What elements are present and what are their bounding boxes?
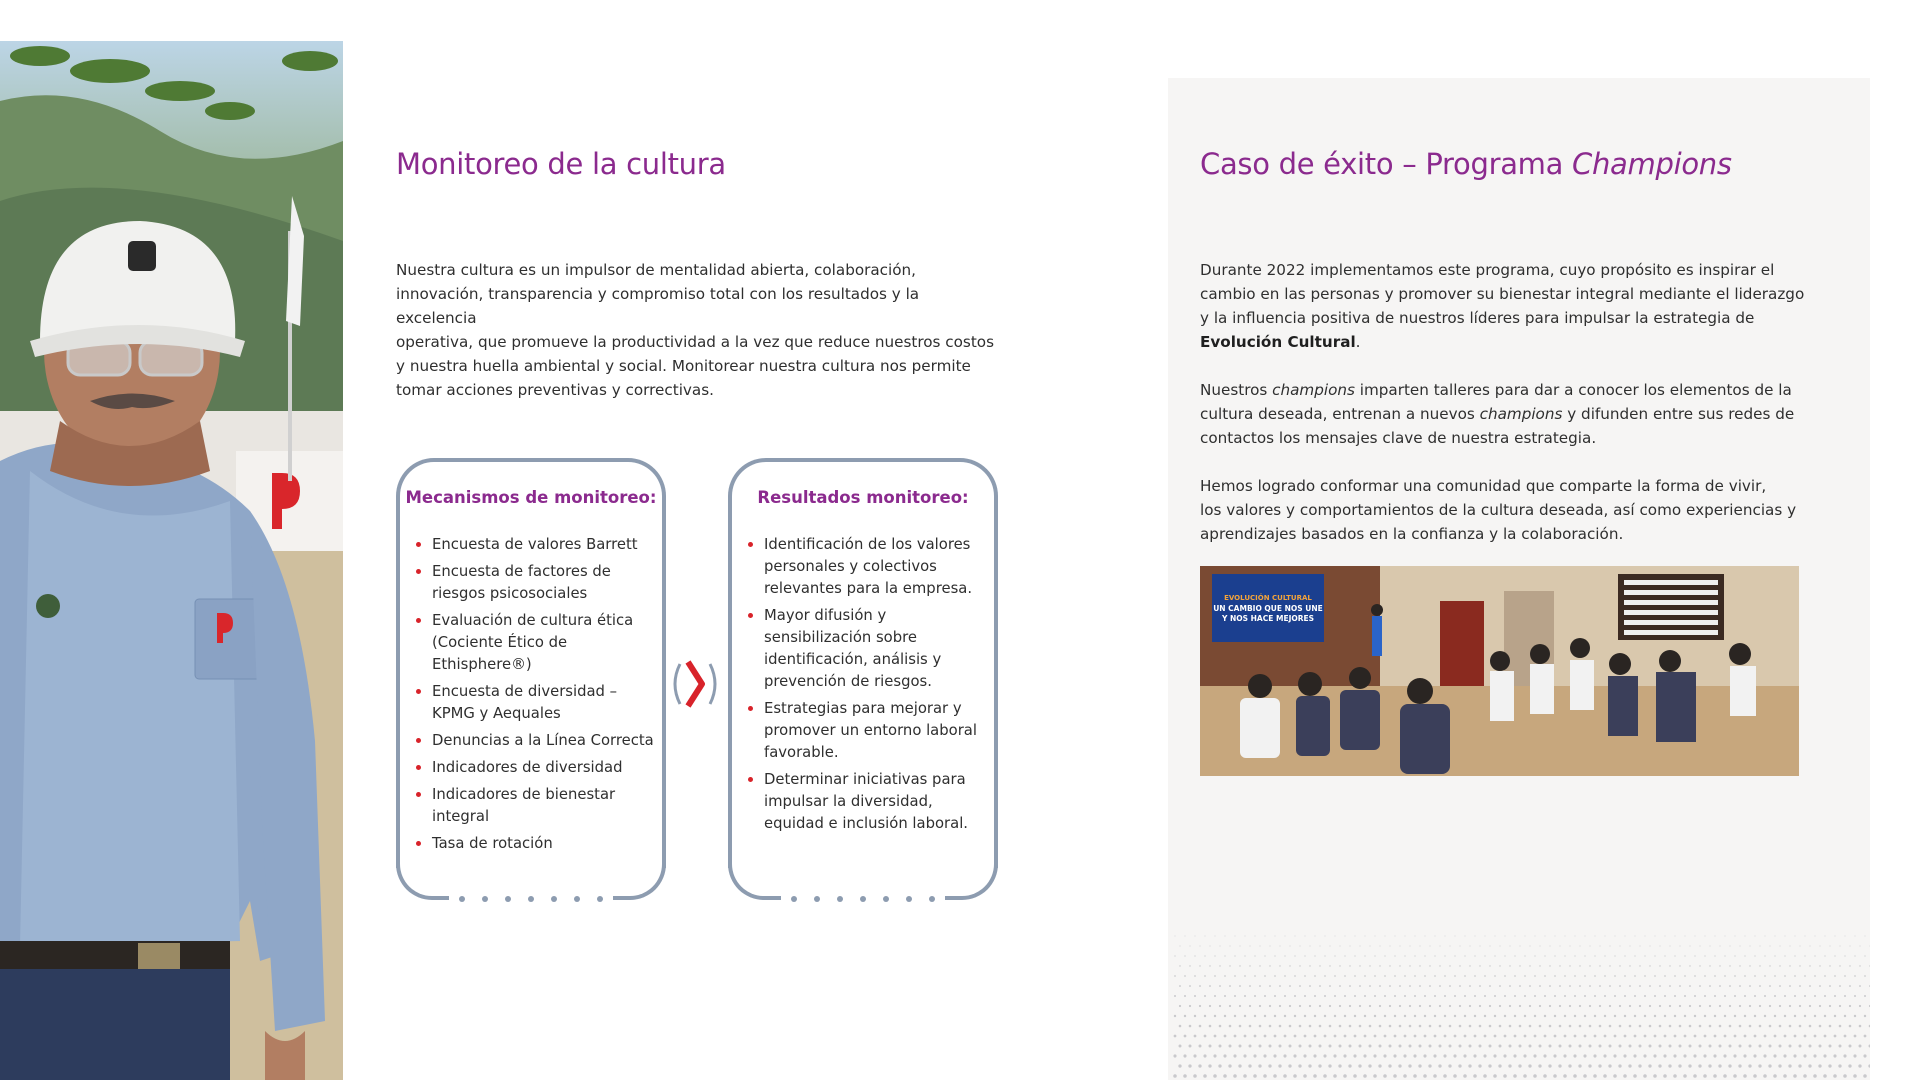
box-bottom-frame: [396, 864, 666, 900]
case-paragraph-3: [1200, 474, 1840, 546]
p2-em: champions: [1479, 405, 1563, 423]
list-item: Tasa de rotación: [416, 833, 654, 855]
p1-bold: Evolución Cultural: [1200, 333, 1356, 351]
results-heading: Resultados monitoreo:: [757, 488, 969, 507]
p1-line: cambio en las personas y promover su bienestar integral mediante el liderazgo: [1200, 285, 1805, 303]
p2-text: Nuestros: [1200, 381, 1273, 399]
list-item: Encuesta de valores Barrett: [416, 534, 654, 556]
p3-line: Hemos logrado conformar una comunidad que comparte la forma de vivir,: [1200, 477, 1767, 495]
list-item: Estrategias para mejorar y promover un entorno laboral favorable.: [748, 698, 986, 764]
list-item: Indicadores de bienestar integral: [416, 784, 654, 828]
case-study-title-em: Champions: [1572, 147, 1732, 181]
workshop-photo: [1200, 566, 1799, 776]
list-item: Encuesta de factores de riesgos psicosociales: [416, 561, 654, 605]
list-item: Mayor difusión y sensibilización sobre identificación, análisis y prevención de riesgos.: [748, 605, 986, 693]
mechanisms-list: [416, 534, 654, 860]
screen-text: UN CAMBIO QUE NOS UNE: [1213, 604, 1323, 613]
worker-photo: [0, 41, 343, 1080]
intro-line: operativa, que promueve la productividad a la vez que reduce nuestros costos: [396, 333, 994, 351]
results-list: [748, 534, 986, 840]
mechanisms-box: [396, 458, 666, 868]
p1-end: .: [1355, 333, 1361, 351]
box-dots: [449, 896, 613, 902]
list-item: Encuesta de diversidad – KPMG y Aequales: [416, 681, 654, 725]
case-paragraph-2: [1200, 378, 1840, 450]
case-study-title-prefix: Caso de éxito – Programa: [1200, 147, 1573, 181]
list-item: Denuncias a la Línea Correcta: [416, 730, 654, 752]
intro-line: tomar acciones preventivas y correctivas.: [396, 381, 714, 399]
list-item: Evaluación de cultura ética (Cociente Ético de Ethisphere®): [416, 610, 654, 676]
page-title: Monitoreo de la cultura: [396, 147, 726, 181]
chevron-right-icon: [672, 656, 718, 712]
list-item: Determinar iniciativas para impulsar la diversidad, equidad e inclusión laboral.: [748, 769, 986, 835]
p2-text: contactos los mensajes clave de nuestra estrategia.: [1200, 429, 1597, 447]
p1-line: Durante 2022 implementamos este programa, cuyo propósito es inspirar el: [1200, 261, 1775, 279]
p1-line: y la influencia positiva de nuestros líderes para impulsar la estrategia de: [1200, 309, 1755, 327]
worker-illustration: [0, 41, 343, 1080]
intro-paragraph: [396, 258, 996, 402]
p2-em: champions: [1272, 381, 1355, 399]
p2-text: cultura deseada, entrenan a nuevos: [1200, 405, 1480, 423]
screen-text: EVOLUCIÓN CULTURAL: [1224, 594, 1312, 602]
list-item: Indicadores de diversidad: [416, 757, 654, 779]
intro-line: y nuestra huella ambiental y social. Monitorear nuestra cultura nos permite: [396, 357, 971, 375]
case-study-title: [1200, 147, 1732, 181]
box-dots: [781, 896, 945, 902]
list-item: Identificación de los valores personales y colectivos relevantes para la empresa.: [748, 534, 986, 600]
screen-text: Y NOS HACE MEJORES: [1221, 614, 1315, 623]
case-paragraph-1: [1200, 258, 1840, 354]
box-bottom-frame: [728, 864, 998, 900]
workshop-illustration: [1200, 566, 1799, 776]
p2-text: imparten talleres para dar a conocer los elementos de la: [1354, 381, 1792, 399]
intro-line: Nuestra cultura es un impulsor de mentalidad abierta, colaboración,: [396, 261, 917, 279]
p3-line: los valores y comportamientos de la cultura deseada, así como experiencias y: [1200, 501, 1797, 519]
intro-line: innovación, transparencia y compromiso total con los resultados y la excelencia: [396, 285, 920, 327]
p2-text: y difunden entre sus redes de: [1562, 405, 1795, 423]
results-box: [728, 458, 998, 868]
mechanisms-heading: Mecanismos de monitoreo:: [405, 488, 657, 507]
p3-line: aprendizajes basados en la confianza y la colaboración.: [1200, 525, 1624, 543]
dot-pattern: [1168, 910, 1870, 1080]
